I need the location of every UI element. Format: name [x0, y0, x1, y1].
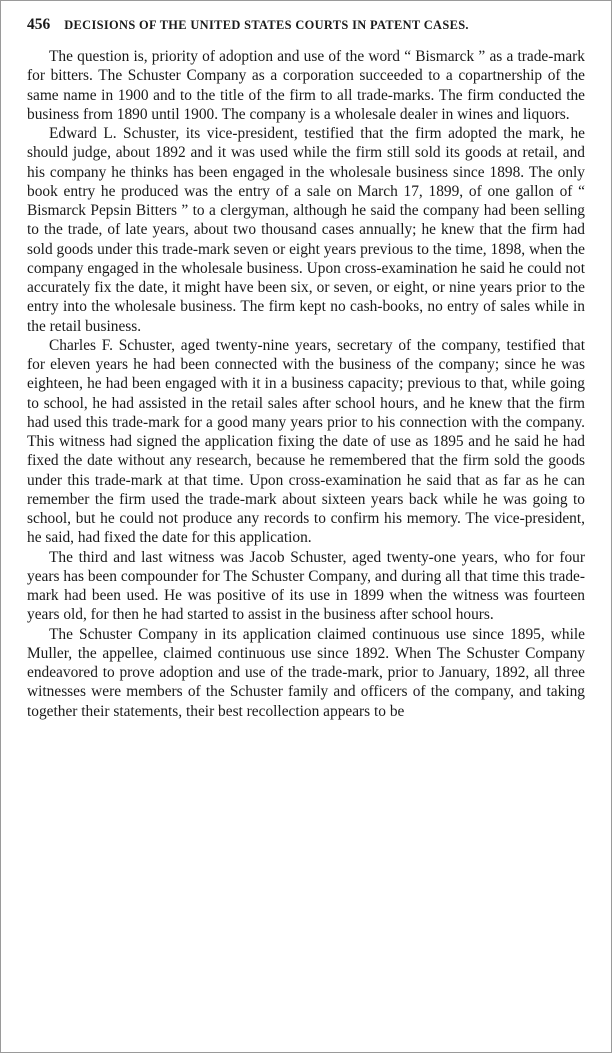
paragraph: The Schuster Company in its application claimed continuous use since 1895, while Muller, the appellee, claimed continuous use since 1892. When The Schuster Company endeavored to prove adoption and use of the trade-mark, prior to January, 1892, all three witnesses were members of the Schuster family and officers of the company, and taking together their statements, their best recollection appears to be — [27, 625, 585, 720]
paragraph: Edward L. Schuster, its vice-president, testified that the firm adopted the mark, he should judge, about 1892 and it was used while the firm still sold its goods at retail, and his company he thinks has been engaged in the wholesale business since 1898. The only book entry he produced was the entry of a sale on March 17, 1899, of one gallon of “ Bismarck Pepsin Bitters ” to a clergyman, although he said the company had been selling to the trade, of late years, about two thousand cases annually; he knew that the firm had sold goods under this trade-mark seven or eight years previous to the time, 1898, when the company engaged in the wholesale business. Upon cross-examination he said he could not accurately fix the date, it might have been six, or seven, or eight, or nine years prior to the entry into the wholesale business. The firm kept no cash-books, no entry of sales while in the retail business. — [27, 125, 585, 335]
page-header — [27, 15, 585, 35]
paragraph: The third and last witness was Jacob Schuster, aged twenty-one years, who for four years has been compounder for The Schuster Company, and during all that time this trade-mark had been used. He was positive of its use in 1899 when the witness was fourteen years old, for then he had started to assist in the business after school hours. — [27, 548, 585, 624]
body-text — [27, 47, 585, 721]
paragraph: Charles F. Schuster, aged twenty-nine years, secretary of the company, testified that for eleven years he had been connected with the business of the company; since he was eighteen, he had been engaged with it in a business capacity; previous to that, while going to school, he had assisted in the retail sales after school hours, and he knew that the firm had used this trade-mark for a good many years prior to his connection with the company. This witness had signed the application fixing the date of use as 1895 and he said he had fixed the date without any research, because he remembered that the firm sold the goods under this trade-mark at that time. Upon cross-examination he said that as far as he can remember the firm used the trade-mark about sixteen years back while he was going to school, but he could not produce any records to confirm his memory. The vice-president, he said, had fixed the date for this application. — [27, 336, 585, 547]
page-number: 456 — [27, 16, 51, 33]
paragraph: The question is, priority of adoption and use of the word “ Bismarck ” as a trade-mark for bitters. The Schuster Company as a corporation succeeded to a copartnership of the same name in 1900 and to the title of the firm to all trade-marks. The firm conducted the business from 1890 until 1900. The company is a wholesale dealer in wines and liquors. — [27, 48, 585, 123]
running-head: DECISIONS OF THE UNITED STATES COURTS IN PATENT CASES. — [64, 18, 469, 32]
